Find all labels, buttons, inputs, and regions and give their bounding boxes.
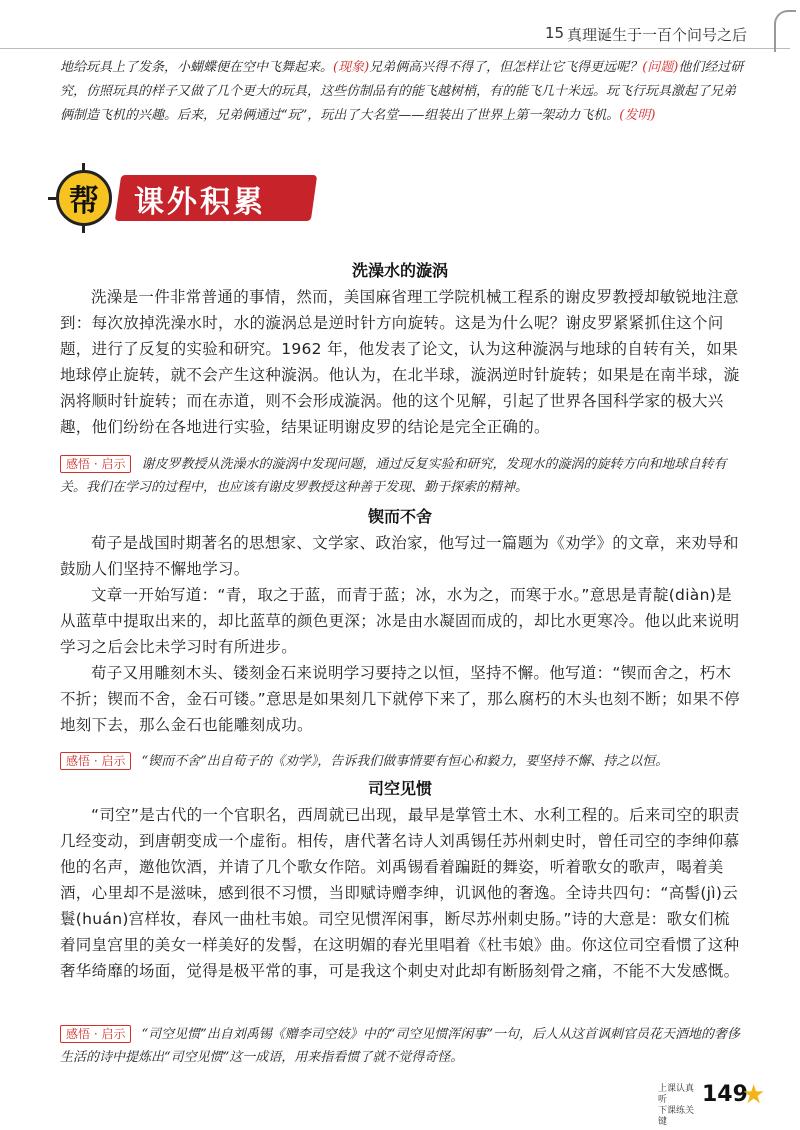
footer-slogan [658,1084,698,1128]
perseverance-paragraph-1: 荀子是战国时期著名的思想家、文学家、政治家，他写过一篇题为《劝学》的文章，来劝导和鼓励人们坚持不懈地学习。 [60,534,739,578]
accustomed-paragraph: “司空”是古代的一个官职名，西周就已出现，最早是掌管土木、水利工程的。后来司空的职责几经变动，到唐朝变成一个虚衔。相传，唐代著名诗人刘禹锡任苏州刺史时，曾任司空的李绅仰慕他的名声，邀他饮酒，并请了几个歌女作陪。刘禹锡看着蹁跹的舞姿，听着歌女的歌声，喝着美酒，心里却不是滋味，感到很不习惯，当即赋诗赠李绅，讥讽他的奢逸。全诗共四句：“高髻(jì)云鬟(huán)宫样妆，春风一曲杜韦娘。司空见惯浑闲事，断尽苏州刺史肠。”诗的大意是：歌女们梳着同皇宫里的美女一样美好的发髻，在这明媚的春光里唱着《杜韦娘》曲。你这位司空看惯了这种奢华绮靡的场面，觉得是极平常的事，可是我这个刺史对此却有断肠刻骨之痛，不能不大发感慨。 [60,806,740,980]
whirlpool-insight-text: 谢皮罗教授从洗澡水的漩涡中发现问题，通过反复实验和研究，发现水的漩涡的旋转方向和地球自转有关。我们在学习的过程中，也应该有谢皮罗教授这种善于发现、勤于探索的精神。 [60,457,727,495]
header-rule [0,48,790,49]
intro-text-2: 兄弟俩高兴得不得了，但怎样让它飞得更远呢？ [369,60,643,75]
badge-tick-bottom [82,225,85,233]
chapter-title: 真理诞生于一百个问号之后 [567,26,748,44]
insight-tag: 感悟 · 启示 [60,752,131,770]
perseverance-paragraph-3: 荀子又用雕刻木头、镂刻金石来说明学习要持之以恒，坚持不懈。他写道：“锲而舍之，朽木不折；锲而不舍，金石可镂。”意思是如果刻几下就停下来了，那么腐朽的木头也刻不断；如果不停地刻下去，那么金石也能雕刻成功。 [60,664,740,734]
footer-slogan-line-1: 上课认真听 [658,1084,695,1105]
badge-tick-top [82,163,85,171]
running-header [545,18,785,48]
tag-question: (问题) [642,60,679,75]
tag-invention: (发明) [619,108,656,123]
section-banner [56,165,356,235]
perseverance-insight [60,750,744,773]
star-icon: ★ [742,1080,766,1110]
page-corner-decoration [774,10,796,52]
footer-slogan-line-2: 下课练关键 [658,1106,695,1127]
whirlpool-insight [60,453,744,499]
section-title-accustomed: 司空见惯 [367,779,432,798]
page-number: 149 [702,1082,748,1107]
help-badge: 帮 [56,170,112,226]
accustomed-insight [60,1023,744,1069]
insight-tag: 感悟 · 启示 [60,455,131,473]
perseverance-paragraph-2: 文章一开始写道：“青，取之于蓝，而青于蓝；冰，水为之，而寒于水。”意思是青靛(diàn)是从蓝草中提取出来的，却比蓝草的颜色更深；冰是由水凝固而成的，却比水更寒冷。他以此来说明学习之后会比未学习时有所进步。 [60,586,740,656]
chapter-number: 15 [545,24,565,42]
accustomed-insight-text: “司空见惯”出自刘禹锡《赠李司空妓》中的“司空见惯浑闲事”一句，后人从这首讽刺官员花天酒地的奢侈生活的诗中提炼出“司空见惯”这一成语，用来指看惯了就不觉得奇怪。 [60,1027,741,1065]
banner-title: 课外积累 [134,185,266,220]
section-title-perseverance: 锲而不舍 [367,507,432,526]
badge-tick-left [48,197,56,200]
page-footer [658,1080,768,1127]
intro-text-3: 他们经过研究，仿照玩具的样子又做了几个更大的玩具，这些仿制品有的能飞越树梢，有的能飞几十米远。玩飞行玩具激起了兄弟俩制造飞机的兴趣。后来，兄弟俩通过“玩”，玩出了大名堂——组装出了世界上第一架动力飞机。 [60,60,744,123]
tag-phenomenon: (现象) [333,60,370,75]
intro-text-1: 地给玩具上了发条，小蝴蝶便在空中飞舞起来。 [60,60,334,75]
perseverance-insight-text: “锲而不舍”出自荀子的《劝学》，告诉我们做事情要有恒心和毅力，要坚持不懈、持之以恒。 [141,754,669,769]
section-title-whirlpool: 洗澡水的漩涡 [351,261,448,280]
whirlpool-paragraph: 洗澡是一件非常普通的事情，然而，美国麻省理工学院机械工程系的谢皮罗教授却敏锐地注意到：每次放掉洗澡水时，水的漩涡总是逆时针方向旋转。这是为什么呢？谢皮罗紧紧抓住这个问题，进行了反复的实验和研究。1962 年，他发表了论文，认为这种漩涡与地球的自转有关，如果地球停止旋转，就不会产生这种漩涡。他认为，在北半球，漩涡逆时针旋转；如果是在南半球，漩涡将顺时针旋转；而在赤道，则不会形成漩涡。他的这个见解，引起了世界各国科学家的极大兴趣，他们纷纷在各地进行实验，结果证明谢皮罗的结论是完全正确的。 [60,288,740,436]
insight-tag: 感悟 · 启示 [60,1025,131,1043]
intro-paragraph [60,56,744,128]
